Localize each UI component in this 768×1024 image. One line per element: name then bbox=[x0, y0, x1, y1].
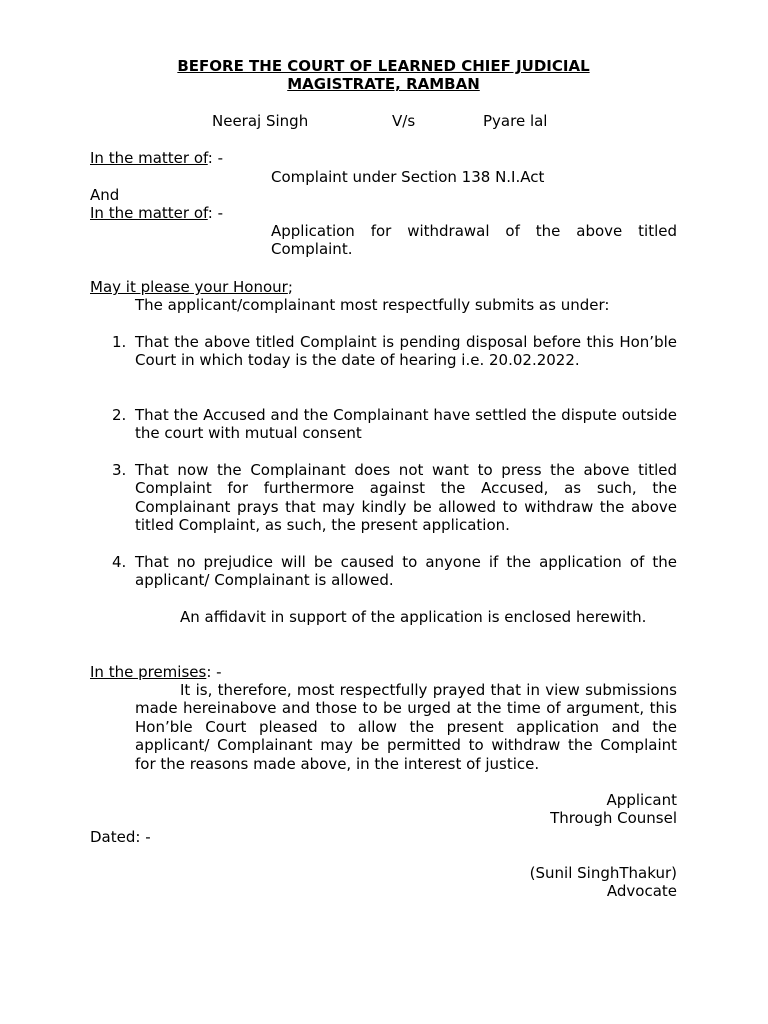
applicant-label: Applicant bbox=[606, 791, 677, 809]
list-item-text: That the Accused and the Complainant have settled the dispute outside the court with mutual consent bbox=[135, 406, 677, 443]
respondent-name: Pyare lal bbox=[483, 112, 548, 130]
counsel-title: Advocate bbox=[606, 882, 677, 900]
premises-label: In the premises: - bbox=[90, 663, 222, 681]
matter-text-1: Complaint under Section 138 N.I.Act bbox=[271, 168, 545, 186]
matter-label-2: In the matter of: - bbox=[90, 204, 223, 222]
list-item-number: 2. bbox=[112, 406, 127, 424]
matter-text-2: Application for withdrawal of the above titled Complaint. bbox=[271, 222, 677, 259]
through-counsel-label: Through Counsel bbox=[550, 809, 677, 827]
salutation: May it please your Honour; bbox=[90, 278, 293, 296]
title-line-1: BEFORE THE COURT OF LEARNED CHIEF JUDICIAL bbox=[177, 57, 590, 75]
list-item-text: That now the Complainant does not want to press the above titled Complaint for furthermore against the Accused, as such, the Complainant prays that may kindly be allowed to withdraw the above titled Complaint, as such, the present application. bbox=[135, 461, 677, 535]
list-item-text: That the above titled Complaint is pending disposal before this Hon’ble Court in which today is the date of hearing i.e. 20.02.2022. bbox=[135, 333, 677, 370]
parties-line bbox=[0, 112, 768, 132]
list-item-number: 4. bbox=[112, 553, 127, 571]
versus-label: V/s bbox=[392, 112, 416, 130]
document-title bbox=[90, 57, 677, 94]
list-item-number: 3. bbox=[112, 461, 127, 479]
dated-label: Dated: - bbox=[90, 828, 151, 846]
affidavit-text: An affidavit in support of the application is enclosed herewith. bbox=[180, 608, 647, 626]
prayer-text: It is, therefore, most respectfully prayed that in view submissions made hereinabove and those to be urged at the time of argument, this Hon’ble Court pleased to allow the present application and the applicant/ Complainant may be permitted to withdraw the Complaint for the reasons made above, in the interest of justice. bbox=[135, 681, 677, 773]
and-text: And bbox=[90, 186, 120, 204]
matter-label-1: In the matter of: - bbox=[90, 149, 223, 167]
title-line-2: MAGISTRATE, RAMBAN bbox=[287, 75, 480, 94]
counsel-name: (Sunil SinghThakur) bbox=[529, 864, 677, 882]
petitioner-name: Neeraj Singh bbox=[212, 112, 309, 130]
intro-text: The applicant/complainant most respectfully submits as under: bbox=[135, 296, 610, 314]
list-item-number: 1. bbox=[112, 333, 127, 351]
list-item-text: That no prejudice will be caused to anyone if the application of the applicant/ Complainant is allowed. bbox=[135, 553, 677, 590]
